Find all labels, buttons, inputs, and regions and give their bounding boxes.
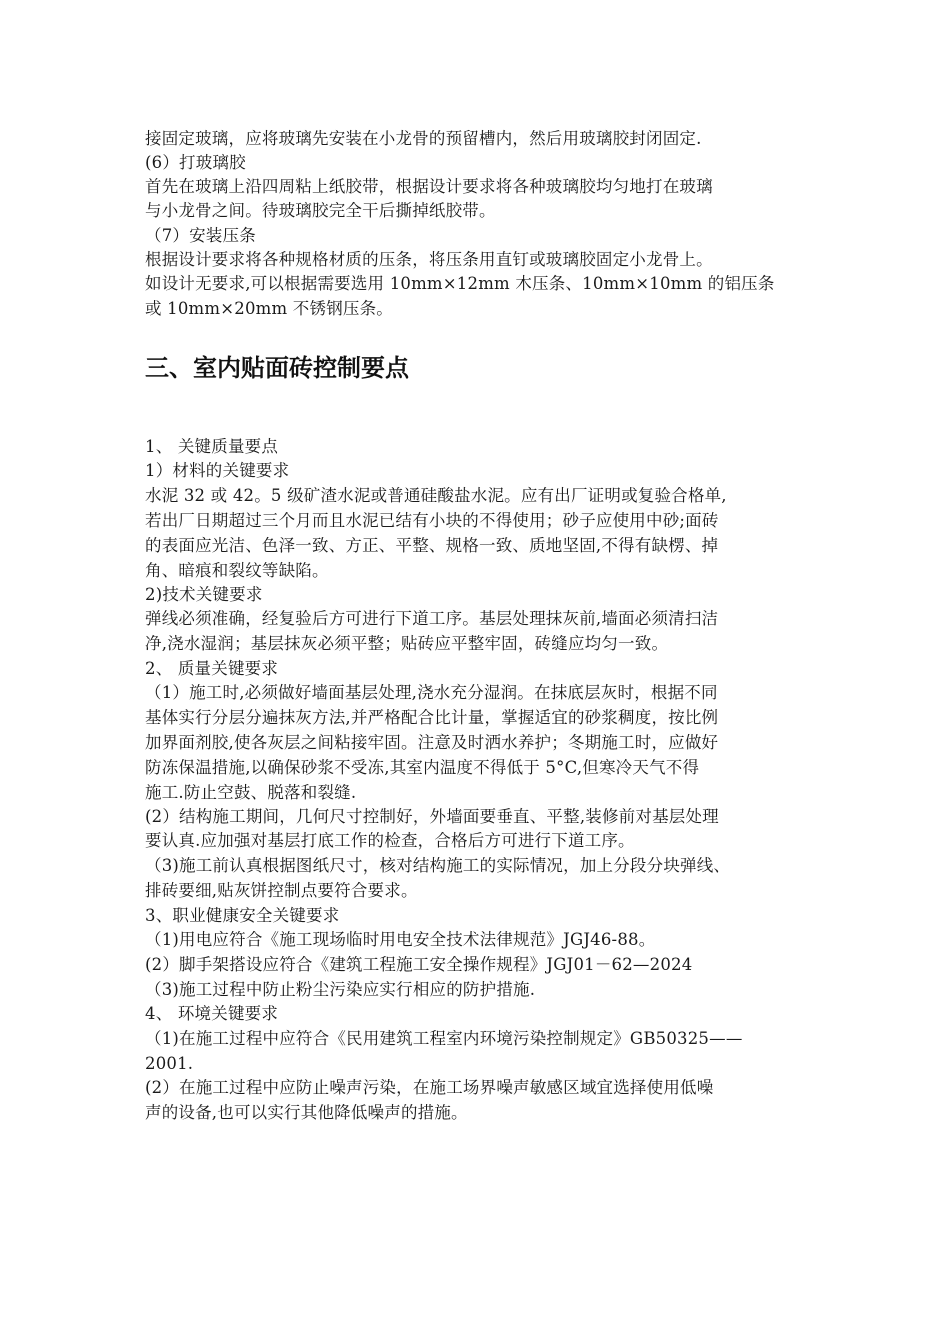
text-line: 或 10mm×20mm 不锈钢压条。 xyxy=(145,299,393,318)
text-line: (2）结构施工期间，几何尺寸控制好，外墙面要垂直、平整,装修前对基层处理 xyxy=(145,807,719,826)
text-line: 角、暗痕和裂纹等缺陷。 xyxy=(145,561,329,580)
subsection-heading: 4、 环境关键要求 xyxy=(145,1004,279,1023)
text-line: （1)用电应符合《施工现场临时用电安全技术法律规范》JGJ46-88。 xyxy=(145,930,656,949)
text-line: 水泥 32 或 42。5 级矿渣水泥或普通硅酸盐水泥。应有出厂证明或复验合格单, xyxy=(145,486,727,505)
text-line: 根据设计要求将各种规格材质的压条，将压条用直钉或玻璃胶固定小龙骨上。 xyxy=(145,250,713,269)
step-heading-6: (6）打玻璃胶 xyxy=(145,153,246,172)
subsection-heading: 1、 关键质量要点 xyxy=(145,437,279,456)
text-line: 声的设备,也可以实行其他降低噪声的措施。 xyxy=(145,1103,468,1122)
text-line: 与小龙骨之间。待玻璃胶完全干后撕掉纸胶带。 xyxy=(145,201,496,220)
text-line: 要认真.应加强对基层打底工作的检查，合格后方可进行下道工序。 xyxy=(145,831,635,850)
subsection-heading: 2)技术关键要求 xyxy=(145,585,263,604)
subsection-heading: 1）材料的关键要求 xyxy=(145,461,290,480)
text-line: 接固定玻璃，应将玻璃先安装在小龙骨的预留槽内，然后用玻璃胶封闭固定. xyxy=(145,129,702,148)
text-line: 防冻保温措施,以确保砂浆不受冻,其室内温度不得低于 5°C,但寒冷天气不得 xyxy=(145,758,700,777)
text-line: 排砖要细,贴灰饼控制点要符合要求。 xyxy=(145,881,418,900)
section-heading: 三、室内贴面砖控制要点 xyxy=(145,354,409,382)
text-line: （1)在施工过程中应符合《民用建筑工程室内环境污染控制规定》GB50325—— xyxy=(145,1029,743,1048)
text-line: （1）施工时,必须做好墙面基层处理,浇水充分湿润。在抹底层灰时，根据不同 xyxy=(145,683,718,702)
text-line: （3)施工过程中防止粉尘污染应实行相应的防护措施. xyxy=(145,980,536,999)
text-line: (2）在施工过程中应防止噪声污染，在施工场界噪声敏感区域宜选择使用低噪 xyxy=(145,1078,714,1097)
text-line: 如设计无要求,可以根据需要选用 10mm×12mm 木压条、10mm×10mm 的铝压条 xyxy=(145,274,775,293)
text-line: 施工.防止空鼓、脱落和裂缝. xyxy=(145,783,357,802)
text-line: 若出厂日期超过三个月而且水泥已结有小块的不得使用；砂子应使用中砂;面砖 xyxy=(145,511,719,530)
text-line: 2001. xyxy=(145,1054,194,1073)
text-line: 弹线必须准确，经复验后方可进行下道工序。基层处理抹灰前,墙面必须清扫洁 xyxy=(145,609,719,628)
text-line: 首先在玻璃上沿四周粘上纸胶带，根据设计要求将各种玻璃胶均匀地打在玻璃 xyxy=(145,177,713,196)
text-line: 基体实行分层分遍抹灰方法,并严格配合比计量，掌握适宜的砂浆稠度，按比例 xyxy=(145,708,719,727)
step-heading-7: （7）安装压条 xyxy=(145,226,256,245)
text-line: 的表面应光洁、色泽一致、方正、平整、规格一致、质地坚固,不得有缺楞、掉 xyxy=(145,536,719,555)
text-line: （3)施工前认真根据图纸尺寸，核对结构施工的实际情况，加上分段分块弹线、 xyxy=(145,856,731,875)
subsection-heading: 2、 质量关键要求 xyxy=(145,659,279,678)
text-line: (2）脚手架搭设应符合《建筑工程施工安全操作规程》JGJ01－62—2024 xyxy=(145,955,693,974)
subsection-heading: 3、职业健康安全关键要求 xyxy=(145,906,340,925)
text-line: 加界面剂胶,使各灰层之间粘接牢固。注意及时洒水养护；冬期施工时，应做好 xyxy=(145,733,719,752)
text-line: 净,浇水湿润；基层抹灰必须平整；贴砖应平整牢固，砖缝应均匀一致。 xyxy=(145,634,669,653)
